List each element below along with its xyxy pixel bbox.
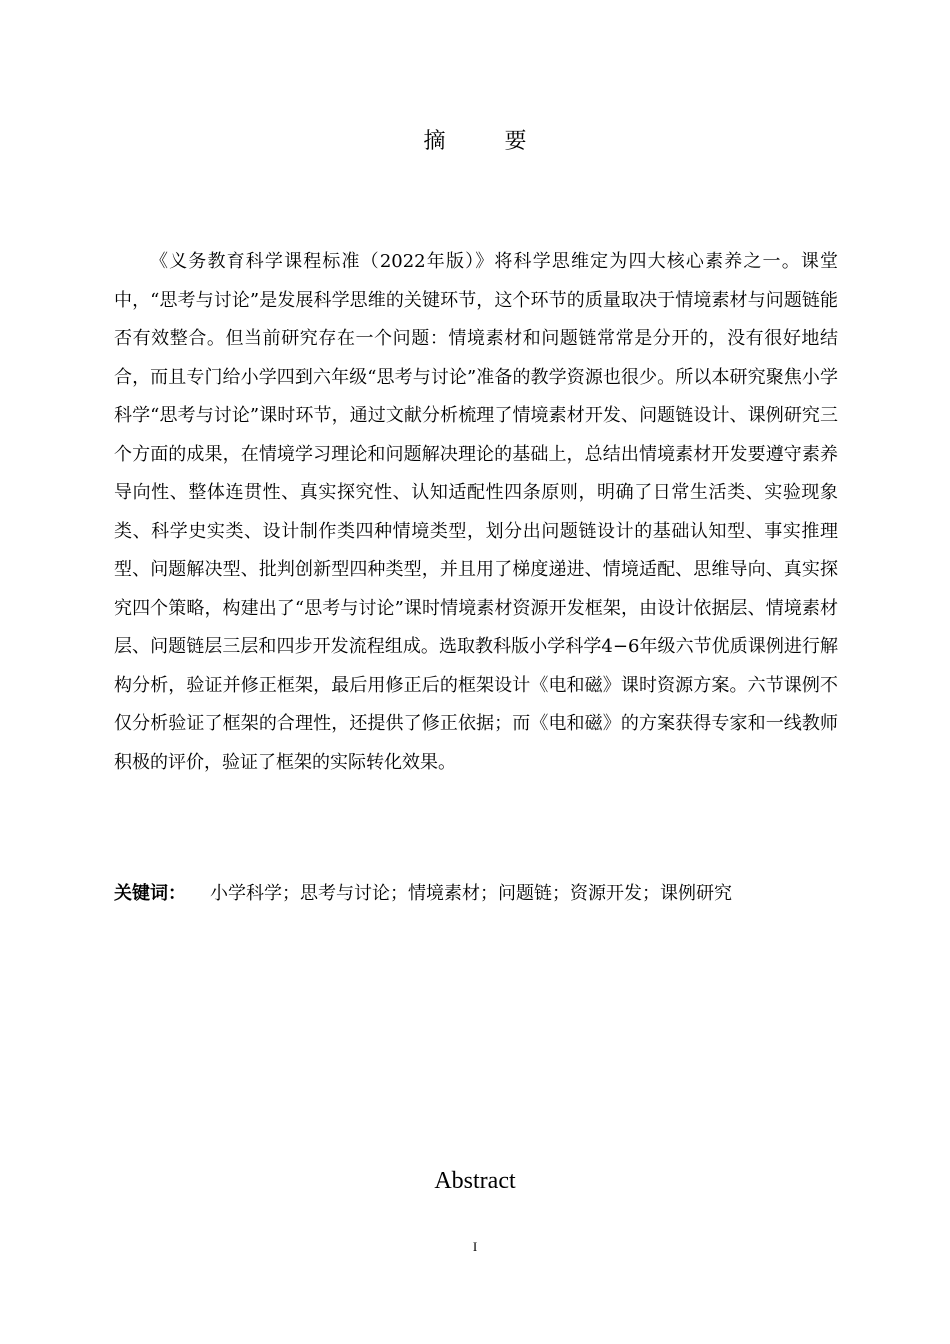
keywords-line [114, 878, 838, 910]
keywords-value: 小学科学；思考与讨论；情境素材；问题链；资源开发；课例研究 [210, 883, 732, 904]
page-number: I [472, 1239, 478, 1254]
keywords-label: 关键词： [114, 883, 186, 904]
page-title: 摘 要 [423, 129, 553, 154]
abstract-body: 《义务教育科学课程标准（2022年版）》将科学思维定为四大核心素养之一。课堂中，“思考与讨论”是发展科学思维的关键环节，这个环节的质量取决于情境素材与问题链能否有效整合。但当前研究存在一个问题：情境素材和问题链常常是分开的，没有很好地结合，而且专门给小学四到六年级“思考与讨论”准备的教学资源也很少。所以本研究聚焦小学科学“思考与讨论”课时环节，通过文献分析梳理了情境素材开发、问题链设计、课例研究三个方面的成果，在情境学习理论和问题解决理论的基础上，总结出情境素材开发要遵守素养导向性、整体连贯性、真实探究性、认知适配性四条原则，明确了日常生活类、实验现象类、科学史实类、设计制作类四种情境类型，划分出问题链设计的基础认知型、事实推理型、问题解决型、批判创新型四种类型，并且用了梯度递进、情境适配、思维导向、真实探究四个策略，构建出了“思考与讨论”课时情境素材资源开发框架，由设计依据层、情境素材层、问题链层三层和四步开发流程组成。选取教科版小学科学4−6年级六节优质课例进行解构分析，验证并修正框架，最后用修正后的框架设计《电和磁》课时资源方案。六节课例不仅分析验证了框架的合理性，还提供了修正依据；而《电和磁》的方案获得专家和一线教师积极的评价，验证了框架的实际转化效果。 [114, 251, 838, 773]
english-abstract-heading: Abstract [434, 1168, 516, 1194]
